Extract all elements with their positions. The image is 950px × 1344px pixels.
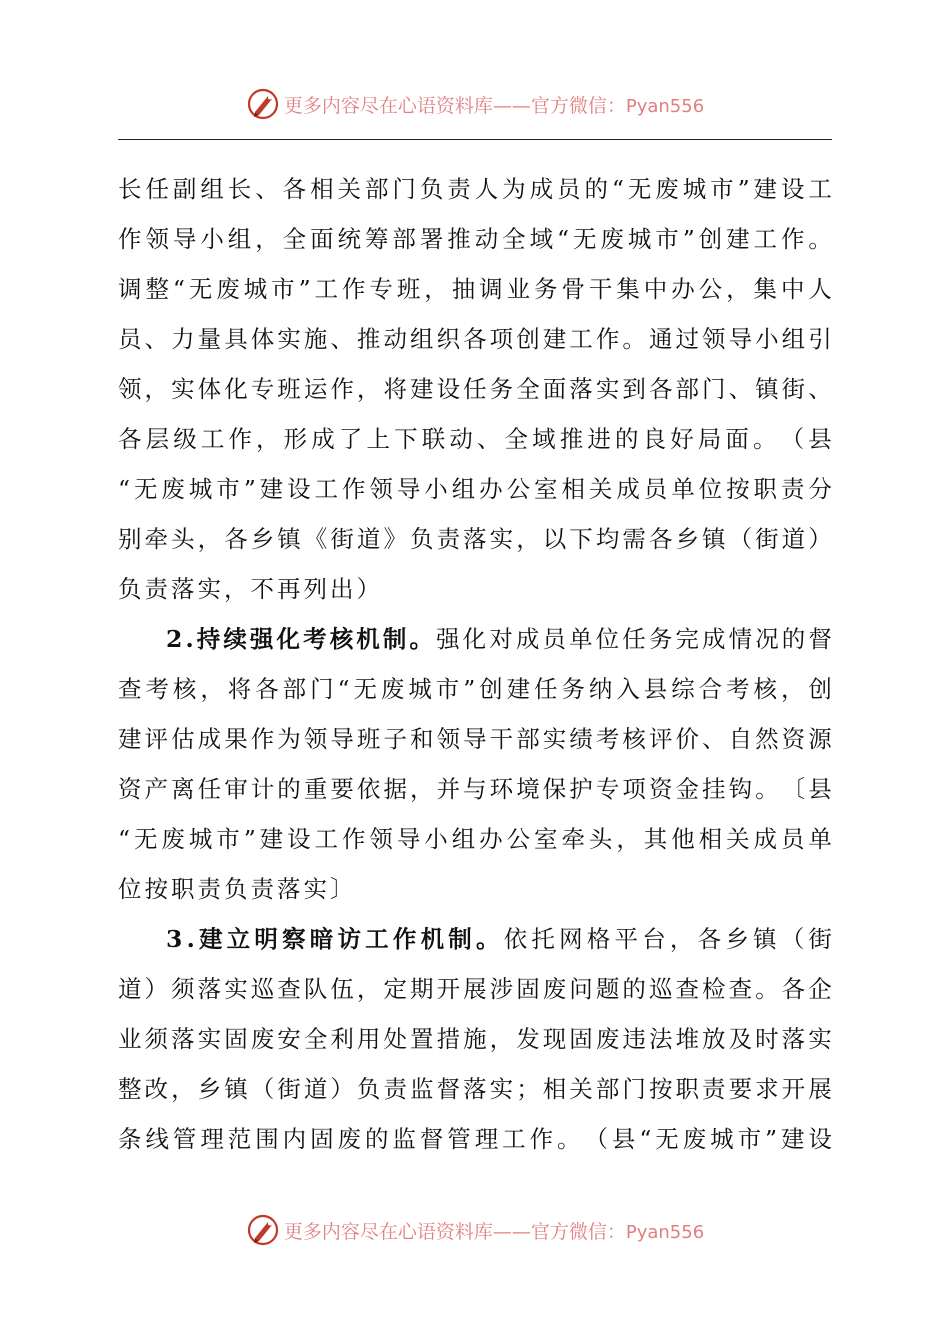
- text-line: 位按职责负责落实〕: [118, 875, 357, 903]
- text-line: 资 产 离 任 审 计 的 重 要 依 据 ， 并 与 环 境 保 护 专 项 资 金 挂 钩 。 〔 县: [118, 775, 832, 803]
- text-line: 员 、 力 量 具 体 实 施 、 推 动 组 织 各 项 创 建 工 作 。 通 过 领 导 小 组 引: [118, 325, 832, 353]
- footer-banner: [0, 1210, 950, 1250]
- text-line: 作 领 导 小 组 ， 全 面 统 筹 部 署 推 动 全 域 “ 无 废 城 市 ” 创 建 工 作 。: [118, 225, 832, 253]
- text-line: 业 须 落 实 固 废 安 全 利 用 处 置 措 施 ， 发 现 固 废 违 法 堆 放 及 时 落 实: [118, 1025, 832, 1053]
- paragraph-2: [118, 614, 832, 914]
- text-line: 长 任 副 组 长 、 各 相 关 部 门 负 责 人 为 成 员 的 “ 无 废 城 市 ” 建 设 工: [118, 175, 832, 203]
- document-body: [118, 164, 832, 1164]
- text-line: 建 评 估 成 果 作 为 领 导 班 子 和 领 导 干 部 实 绩 考 核 评 价 、 自 然 资 源: [118, 725, 832, 753]
- header-banner: [0, 84, 950, 124]
- text-line: 3 . 建 立 明 察 暗 访 工 作 机 制 。 依 托 网 格 平 台 ， 各 乡 镇 （ 街: [166, 925, 832, 953]
- text-line: 调 整 “ 无 废 城 市 ” 工 作 专 班 ， 抽 调 业 务 骨 干 集 中 办 公 ， 集 中 人: [118, 275, 832, 303]
- footer-wechat-id: Pyan556: [625, 1221, 705, 1243]
- header-wechat-id: Pyan556: [625, 95, 705, 117]
- text-line: 别 牵 头 ， 各 乡 镇 《 街 道 》 负 责 落 实 ， 以 下 均 需 各 乡 镇 （ 街 道 ）: [118, 525, 832, 553]
- pen-logo-icon: [246, 87, 280, 121]
- text-line: 领 ， 实 体 化 专 班 运 作 ， 将 建 设 任 务 全 面 落 实 到 各 部 门 、 镇 街 、: [118, 375, 832, 403]
- paragraph-3: [118, 914, 832, 1164]
- text-line: 负责落实，不再列出）: [118, 575, 383, 603]
- text-line: “ 无 废 城 市 ” 建 设 工 作 领 导 小 组 办 公 室 相 关 成 员 单 位 按 职 责 分: [118, 475, 832, 503]
- pen-logo-icon: [246, 1213, 280, 1247]
- header-rule: [118, 139, 832, 140]
- footer-banner-text: 更多内容尽在心语资料库——官方微信：: [283, 1220, 626, 1243]
- header-banner-text: 更多内容尽在心语资料库——官方微信：: [283, 94, 626, 117]
- text-line: 2 . 持 续 强 化 考 核 机 制 。 强 化 对 成 员 单 位 任 务 完 成 情 况 的 督: [166, 625, 832, 653]
- text-line: “ 无 废 城 市 ” 建 设 工 作 领 导 小 组 办 公 室 牵 头 ， 其 他 相 关 成 员 单: [118, 825, 832, 853]
- text-line: 道 ） 须 落 实 巡 查 队 伍 ， 定 期 开 展 涉 固 废 问 题 的 巡 查 检 查 。 各 企: [118, 975, 832, 1003]
- text-line: 条 线 管 理 范 围 内 固 废 的 监 督 管 理 工 作 。 （ 县 “ 无 废 城 市 ” 建 设: [118, 1125, 832, 1153]
- text-line: 查 考 核 ， 将 各 部 门 “ 无 废 城 市 ” 创 建 任 务 纳 入 县 综 合 考 核 ， 创: [118, 675, 832, 703]
- paragraph-1: [118, 164, 832, 614]
- text-line: 整 改 ， 乡 镇 （ 街 道 ） 负 责 监 督 落 实 ； 相 关 部 门 按 职 责 要 求 开 展: [118, 1075, 832, 1103]
- text-line: 各 层 级 工 作 ， 形 成 了 上 下 联 动 、 全 域 推 进 的 良 好 局 面 。 （ 县: [118, 425, 832, 453]
